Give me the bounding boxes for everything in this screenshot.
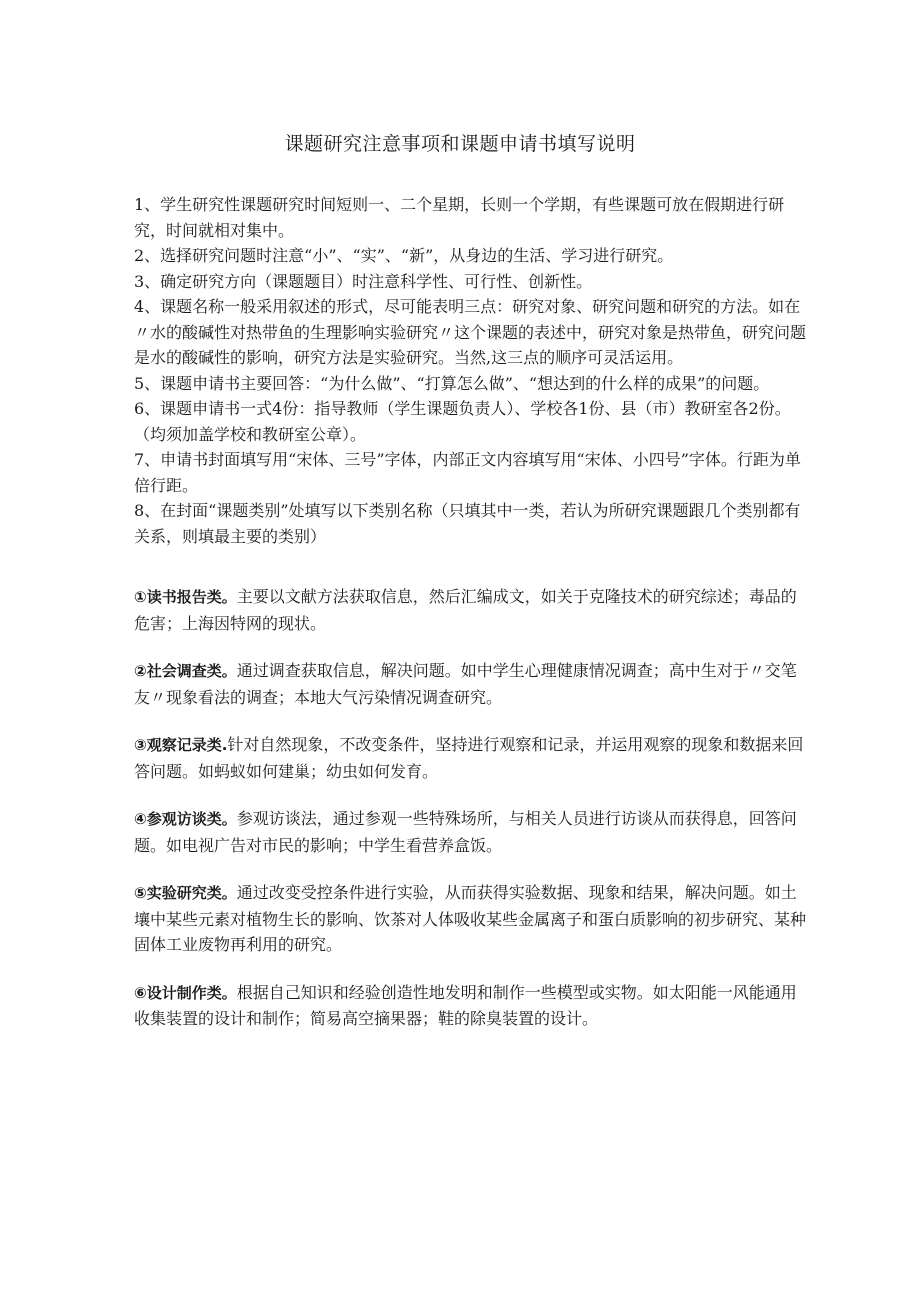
category-name: ②社会调查类。 (134, 662, 237, 680)
rule-item: 3、确定研究方向（课题题目）时注意科学性、可行性、创新性。 (134, 271, 593, 291)
category-name: ③观察记录类. (134, 736, 228, 754)
category-description: 参观访谈法，通过参观一些特殊场所，与相关人员进行访谈从而获得息，回答问题。如电视广告对市民的影响；中学生看营养盒饭。 (134, 809, 797, 855)
category-description: 通过调查获取信息，解决问题。如中学生心理健康情况调查；高中生对于〃交笔友〃现象看法的调查；本地大气污染情况调查研究。 (134, 661, 797, 707)
rule-item: 5、课题申请书主要回答：“为什么做”、“打算怎么做”、“想达到的什么样的成果”的问题。 (134, 373, 770, 393)
rule-item: 8、在封面“课题类别”处填写以下类别名称（只填其中一类，若认为所研究课题跟几个类别都有关系，则填最主要的类别） (134, 501, 801, 546)
category-name: ④参观访谈类。 (134, 810, 237, 828)
category-list (134, 584, 810, 1054)
rule-item: 1、学生研究性课题研究时间短则一、二个星期，长则一个学期，有些课题可放在假期进行研究，时间就相对集中。 (134, 195, 785, 240)
category-name: ①读书报告类。 (134, 588, 237, 606)
category-item (134, 584, 810, 636)
category-description: 主要以文献方法获取信息，然后汇编成文，如关于克隆技术的研究综述；毒品的危害；上海因特网的现状。 (134, 587, 797, 633)
category-name: ⑥设计制作类。 (134, 983, 237, 1002)
rules-list (134, 192, 810, 549)
category-item (134, 880, 810, 958)
category-description: 针对自然现象，不改变条件，坚持进行观察和记录，并运用观察的现象和数据来回答问题。如蚂蚁如何建巢；幼虫如何发育。 (134, 735, 804, 781)
rule-item: 6、课题申请书一式4份：指导教师（学生课题负责人）、学校各1份、县（市）教研室各2份。（均须加盖学校和教研室公章）。 (134, 399, 791, 444)
category-item (134, 658, 810, 710)
category-description: 根据自己知识和经验创造性地发明和制作一些模型或实物。如太阳能一风能通用收集装置的设计和制作；简易高空摘果器；鞋的除臭装置的设计。 (134, 982, 797, 1028)
category-description: 通过改变受控条件进行实验，从而获得实验数据、现象和结果，解决问题。如土壤中某些元素对植物生长的影响、饮茶对人体吸收某些金属离子和蛋白质影响的初步研究、某种固体工业废物再利用的研究。 (134, 883, 807, 954)
category-item (134, 732, 810, 784)
document-title: 课题研究注意事项和课题申请书填写说明 (284, 133, 636, 155)
rule-item: 2、选择研究问题时注意“小”、“实”、“新”，从身边的生活、学习进行研究。 (134, 246, 674, 265)
category-item (134, 806, 810, 858)
rule-item: 7、申请书封面填写用“宋体、三号”字体，内部正文内容填写用“宋体、小四号”字体。行距为单倍行距。 (134, 450, 801, 495)
rule-item: 4、课题名称一般采用叙述的形式，尽可能表明三点：研究对象、研究问题和研究的方法。如在〃水的酸碱性对热带鱼的生理影响实验研究〃这个课题的表述中，研究对象是热带鱼，研究问题是水的酸碱性的影响，研究方法是实验研究。当然,这三点的顺序可灵活运用。 (134, 297, 807, 367)
category-item (134, 980, 810, 1032)
category-name: ⑤实验研究类。 (134, 884, 237, 902)
